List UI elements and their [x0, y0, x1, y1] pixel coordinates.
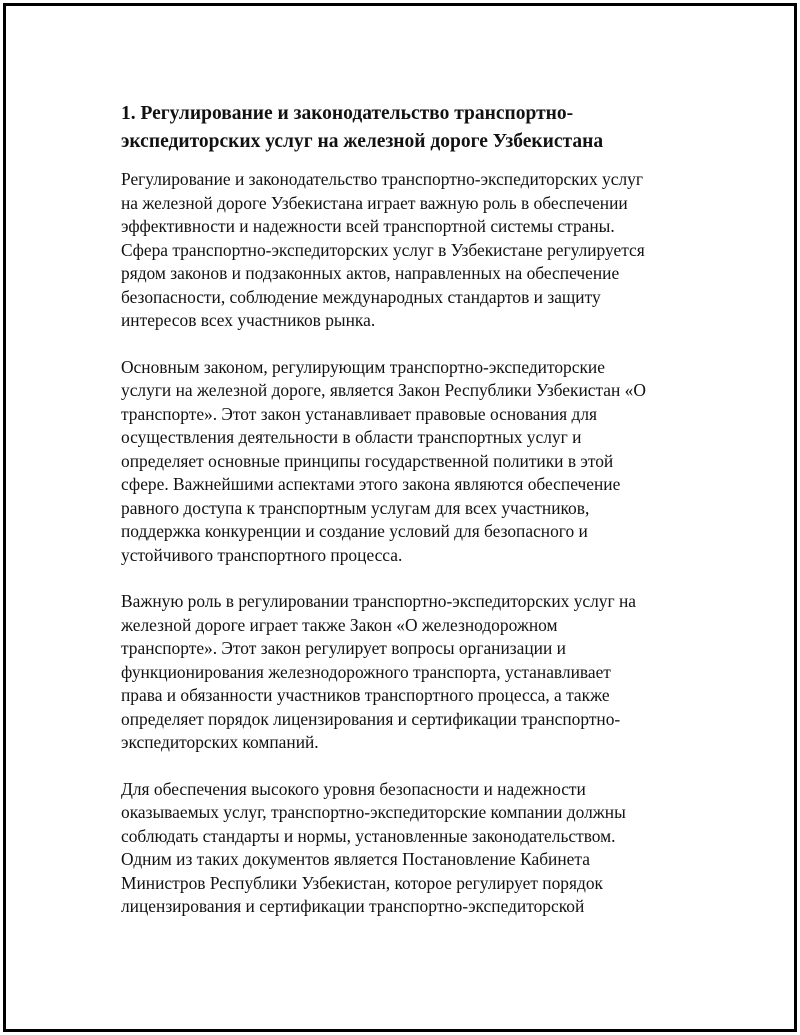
- text-line: Важную роль в регулировании транспортно-экспедиторских услуг на: [121, 591, 637, 611]
- text-line: Регулирование и законодательство транспортно-экспедиторских услуг: [121, 169, 643, 189]
- text-line: транспорте». Этот закон регулирует вопросы организации и: [121, 638, 566, 658]
- text-line: транспорте». Этот закон устанавливает правовые основания для: [121, 403, 598, 424]
- heading-line: экспедиторских услуг на железной дороге Узбекистана: [121, 131, 604, 152]
- text-line: функционирования железнодорожного транспорта, устанавливает: [121, 661, 611, 682]
- paragraph-4: [121, 778, 691, 919]
- text-line: безопасности, соблюдение международных стандартов и защиту: [121, 286, 601, 307]
- text-line: лицензирования и сертификации транспортно-экспедиторской: [121, 896, 585, 916]
- text-line: равного доступа к транспортным услугам для всех участников,: [121, 497, 590, 518]
- text-line: Для обеспечения высокого уровня безопасности и надежности: [121, 778, 586, 799]
- text-line: интересов всех участников рынка.: [121, 310, 376, 330]
- section-heading: [121, 100, 691, 156]
- text-line: эффективности и надежности всей транспортной системы страны.: [121, 216, 615, 236]
- text-line: поддержка конкуренции и создание условий для безопасного и: [121, 521, 588, 541]
- text-line: определяет основные принципы государственной политики в этой: [121, 450, 614, 471]
- text-line: Сфера транспортно-экспедиторских услуг в Узбекистане регулируется: [121, 239, 645, 260]
- heading-line: 1. Регулирование и законодательство транспортно-: [121, 103, 574, 124]
- document-body: [121, 100, 691, 942]
- text-line: Министров Республики Узбекистан, которое регулирует порядок: [121, 872, 603, 893]
- paragraph-3: [121, 590, 691, 755]
- text-line: рядом законов и подзаконных актов, направленных на обеспечение: [121, 263, 620, 283]
- text-line: железной дороге играет также Закон «О железнодорожном: [121, 614, 558, 635]
- text-line: сфере. Важнейшими аспектами этого закона являются обеспечение: [121, 474, 621, 494]
- text-line: Основным законом, регулирующим транспортно-экспедиторские: [121, 356, 605, 377]
- text-line: Одним из таких документов является Постановление Кабинета: [121, 849, 590, 869]
- text-line: права и обязанности участников транспортного процесса, а также: [121, 685, 610, 705]
- paragraph-2: [121, 356, 691, 568]
- page-border: [3, 3, 797, 1032]
- text-line: осуществления деятельности в области транспортных услуг и: [121, 427, 582, 447]
- text-line: экспедиторских компаний.: [121, 732, 319, 752]
- text-line: соблюдать стандарты и нормы, установленные законодательством.: [121, 825, 616, 846]
- text-line: оказываемых услуг, транспортно-экспедиторские компании должны: [121, 802, 626, 822]
- text-line: услуги на железной дороге, является Закон Республики Узбекистан «О: [121, 380, 646, 400]
- text-line: на железной дороге Узбекистана играет важную роль в обеспечении: [121, 192, 628, 213]
- text-line: устойчивого транспортного процесса.: [121, 544, 403, 565]
- paragraph-1: [121, 168, 691, 333]
- text-line: определяет порядок лицензирования и сертификации транспортно-: [121, 708, 621, 729]
